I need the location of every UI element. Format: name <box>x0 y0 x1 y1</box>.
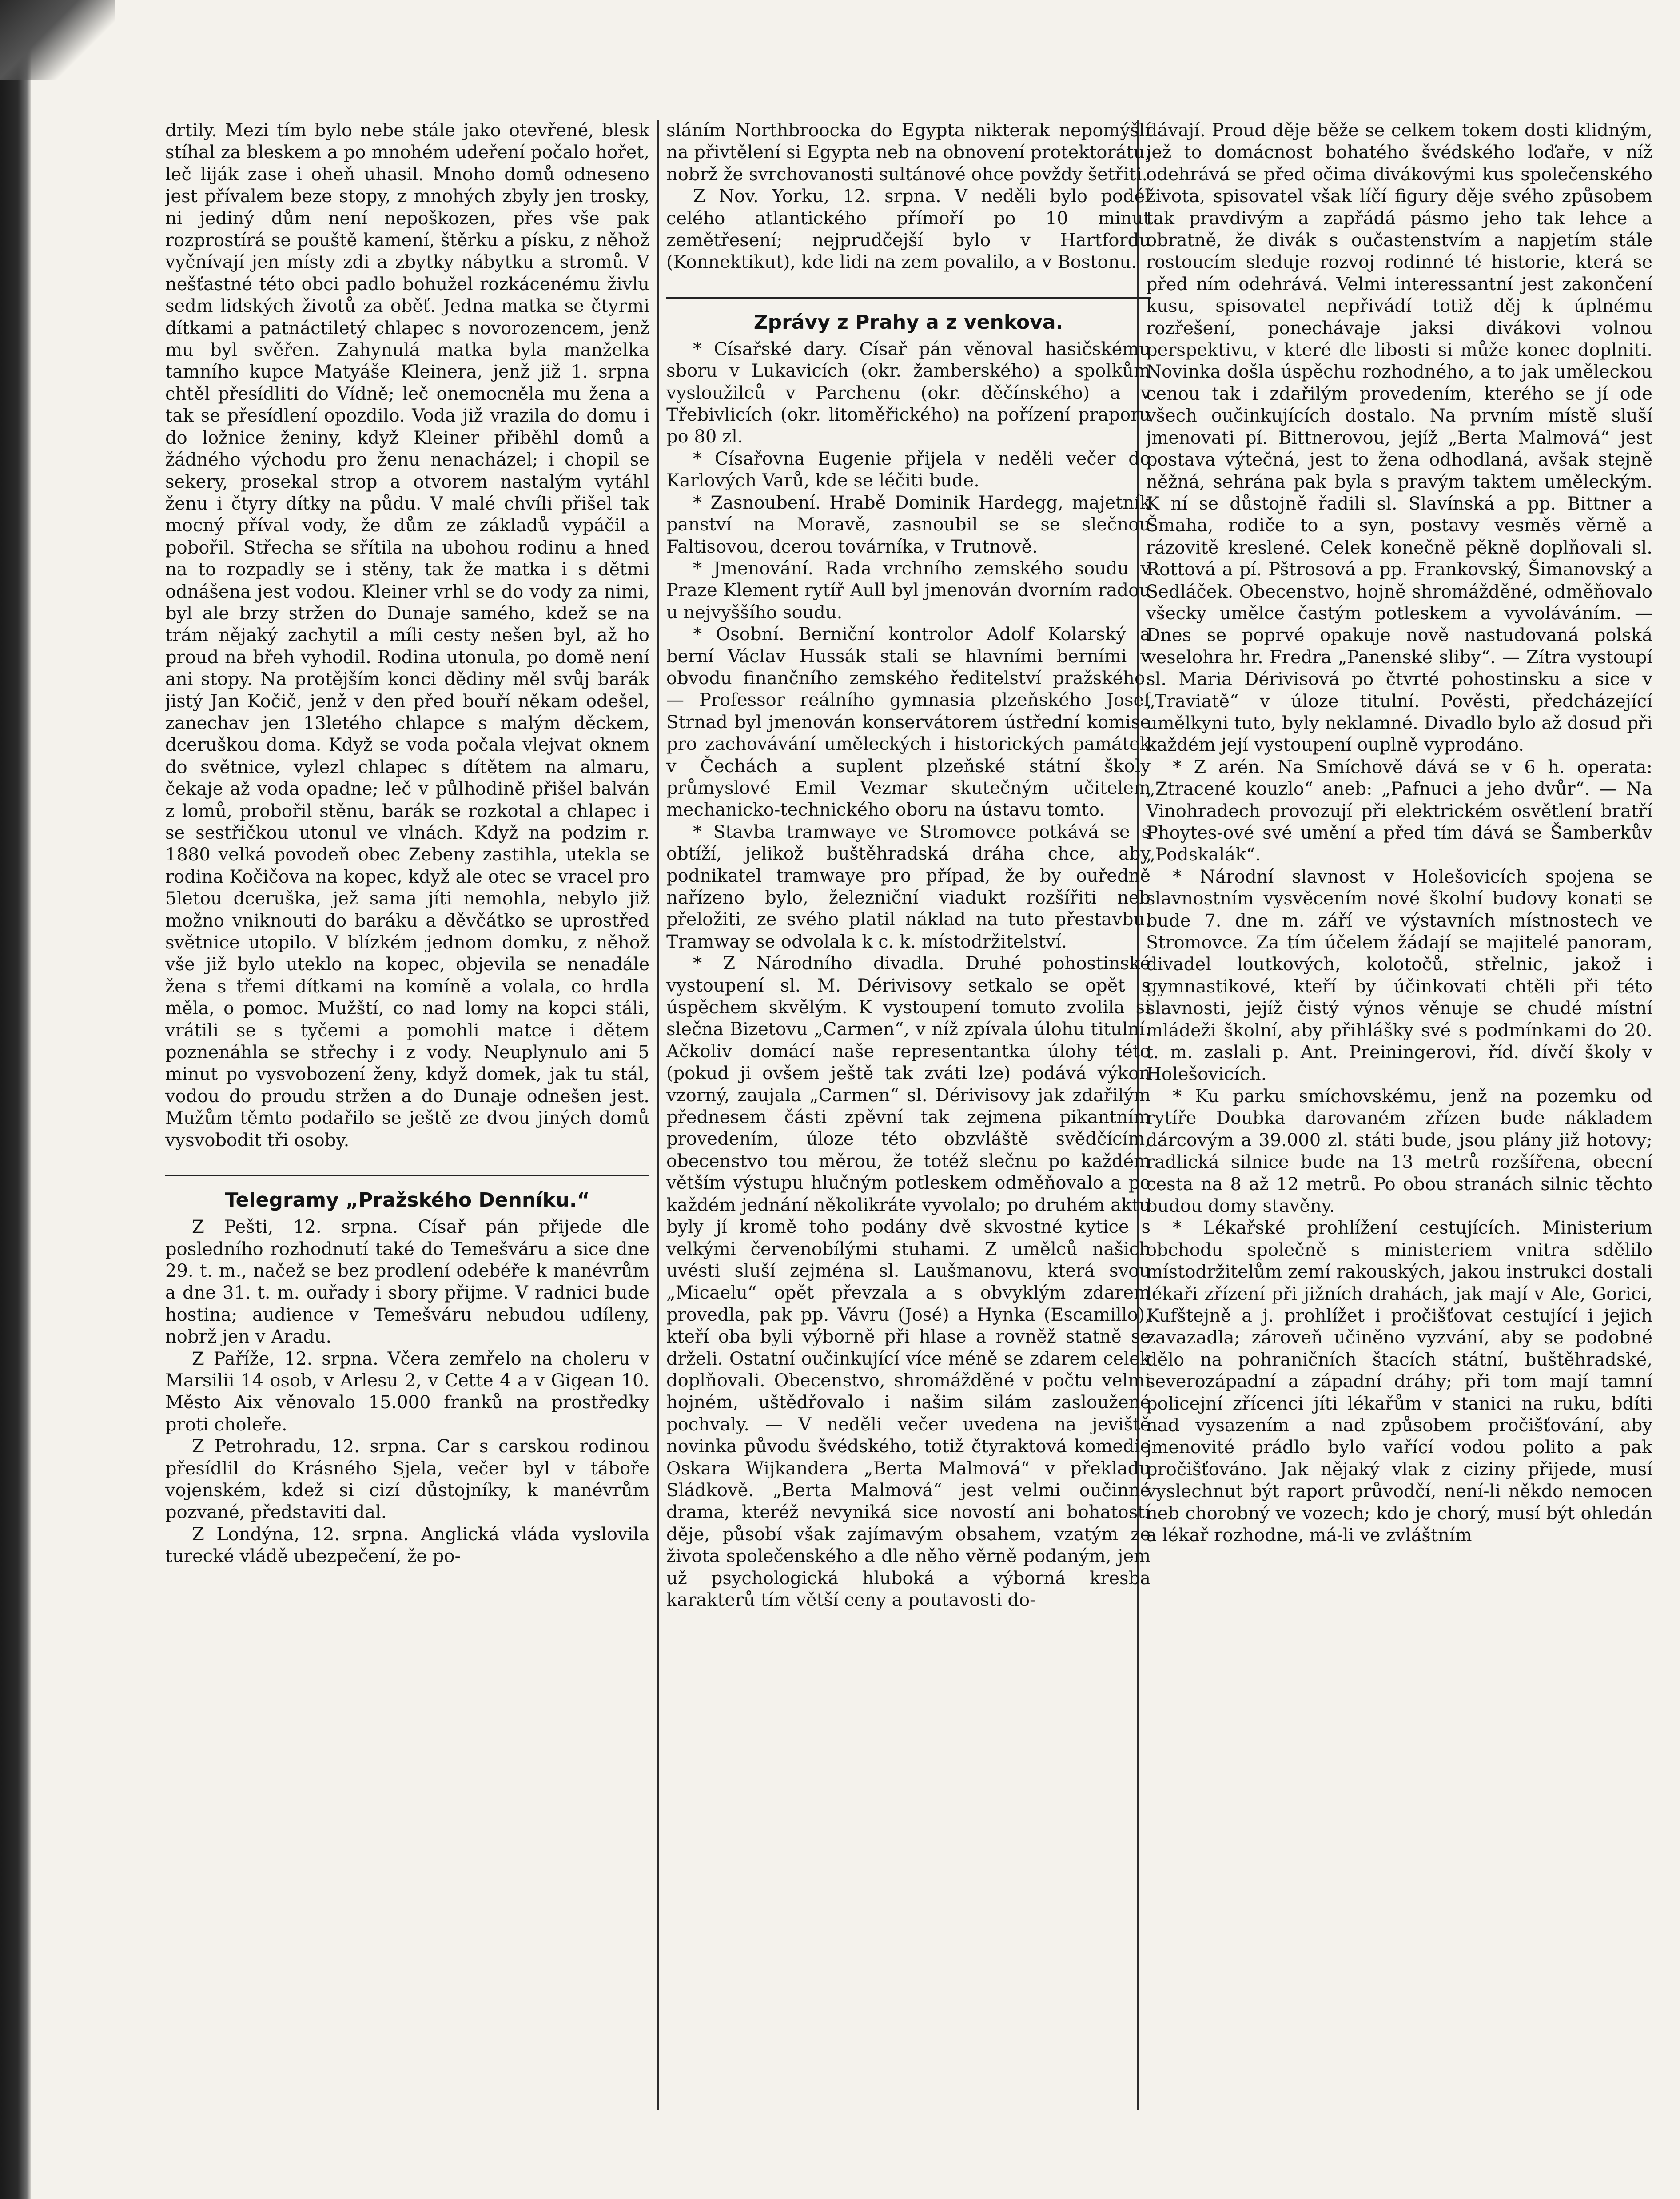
theatre-continuation: dávají. Proud děje běže se celkem tokem dosti klidným, jež to domácnost bohatého švédského loďaře, v níž odehrává se před očima divákovými kus společenského života, spisovatel však líčí figury děje svého způsobem tak pravdivým a zapřádá pásmo jeho tak lehce a obratně, že divák s oučastenstvím a napjetím stále rostoucím sleduje rozvoj rodinné té historie, která se před ním odehrává. Velmi interessantní jest zakončení kusu, spisovatel nepřivádí totiž děj k úplnému rozřešení, ponechávaje jaksi divákovi volnou perspektivu, v které dle libosti si může konec doplniti. Novinka došla úspěchu rozhodného, a to jak uměleckou cenou tak i zdařilým provedením, kterého se jí ode všech oučinkujících dostalo. Na prvním místě sluší jmenovati pí. Bittnerovou, jejíž „Berta Malmová“ jest postava výtečná, jest to žena odhodlaná, avšak stejně něžná, sehrána pak byla s pravým taktem uměleckým. K ní se důstojně řadili sl. Slavínská a pp. Bittner a Šmaha, rodiče to a syn, postavy vesměs věrně a rázovitě kreslené. Celek konečně pěkně doplňovali sl. Rottová a pí. Pštrosová a pp. Frankovský, Šimanovský a Sedláček. Obecenstvo, hojně shromážděné, odměňovalo všecky umělce častým potleskem a vyvoláváním. — Dnes se poprvé opakuje nově nastudovaná polská veselohra hr. Fredra „Panenské sliby“. — Zítra vystoupí sl. Maria Dérivisová po čtvrté pohostinsku a sice v „Traviatě“ v úloze titulní. Pověsti, předcházející umělkyni tuto, byly neklamné. Divadlo bylo až dosud při každém její vystoupení ouplně vyprodáno. <box>1146 120 1652 756</box>
telegram-item: Z Nov. Yorku, 12. srpna. V neděli bylo podél celého atlantického přímoří po 10 minut zemětřesení; nejprudčejší bylo v Hartfordu (Konnektikut), kde lidi na zem povalilo, a v Bostonu. <box>666 186 1151 273</box>
newspaper-columns <box>160 120 1675 2146</box>
telegram-item: Z Paříže, 12. srpna. Včera zemřelo na choleru v Marsilii 14 osob, v Arlesu 2, v Cette 4 a v Gigean 10. Město Aix věnovalo 15.000 franků na prostředky proti choleře. <box>165 1348 649 1435</box>
news-item: * Ku parku smíchovskému, jenž na pozemku od rytíře Doubka darovaném zřízen bude nákladem dárcovým a 39.000 zl. státi bude, jsou plány již hotovy; radlická silnice bude na 13 metrů rozšířena, obecní cesta na 8 až 12 metrů. Po obou stranách silnic těchto budou domy stavěny. <box>1146 1086 1652 1216</box>
page-left-edge <box>0 0 31 2199</box>
news-item: * Stavba tramwaye ve Stromovce potkává se s obtíží, jelikož buštěhradská dráha chce, aby podnikatel tramwaye pro případ, že by ouředně nařízeno bylo, železniční viadukt rozšířiti neb přeložiti, ze svého platil náklad na tuto přestavbu. Tramway se odvolala k c. k. místodržitelství. <box>666 821 1151 952</box>
column-3 <box>1146 120 1652 2146</box>
flood-article: drtily. Mezi tím bylo nebe stále jako otevřené, blesk stíhal za bleskem a po mnohém udeření počalo hořet, leč liják zase i oheň uhasil. Mnoho domů odneseno jest přívalem beze stopy, z mnohých zbyly jen trosky, ni jediný dům není nepoškozen, přes vše pak rozprostírá se pouště kamení, štěrku a písku, z něhož vyčnívají jen místy zdi a zbytky nábytku a stromů. V nešťastné této obci padlo bohužel rozkácenému živlu sedm lidských životů za oběť. Jedna matka se čtyrmi dítkami a patnáctiletý chlapec s novorozencem, jenž mu byl svěřen. Zahynulá matka byla manželka tamního kupce Matyáše Kleinera, jenž již 1. srpna chtěl přesídliti do Vídně; leč onemocněla mu žena a tak se přesídlení opozdilo. Voda již vrazila do domu i do ložnice ženiny, když Kleiner přiběhl domů a žádného východu pro ženu nenacházel; i chopil se sekery, prosekal strop a otvorem nastalým vytáhl ženu i čtyry dítky na půdu. V malé chvíli přišel tak mocný příval vody, že dům ze základů vypáčil a pobořil. Střecha se sřítila na ubohou rodinu a hned na to rozpadly se i stěny, tak že matka i s dětmi odnášena jest vodou. Kleiner vrhl se do vody za nimi, byl ale brzy stržen do Dunaje samého, kdež se na trám nějaký zachytil a míli cesty nešen byl, až ho proud na břeh vyhodil. Rodina utonula, po domě není ani stopy. Na protějším konci dědiny měl svůj barák jistý Jan Kočič, jenž v den před bouří někam odešel, zanechav jen 13letého chlapce s malým děckem, dceruškou doma. Když se voda počala vlejvat oknem do světnice, vylezl chlapec s dítětem na almaru, čekaje až voda opadne; leč v půlhodině přišel balván z lomů, probořil stěnu, barák se rozkotal a chlapec i se sestřičkou utonul ve vlnách. Když na podzim r. 1880 velká povodeň obec Zebeny zastihla, utekla se rodina Kočičova na kopec, když ale otec se vracel pro 5letou dceruška, jež sama jíti nemohla, nebylo již možno vniknouti do baráku a děvčátko se uprostřed světnice utopilo. V blízkém jednom domku, z něhož vše již bylo uteklo na kopec, objevila se nenadále žena s třemi dítkami na komíně a volala, co hrdla měla, o pomoc. Mužští, co nad lomy na kopci stáli, vrátili se s tyčemi a pomohli matce i dětem poznenáhla se střechy i z vody. Neuplynulo ani 5 minut po vysvobození ženy, když domek, jak tu stál, vodou do proudu stržen a do Dunaje odnešen jest. Mužům těmto podařilo se ještě ze dvou jiných domů vysvobodit tři osoby. <box>165 120 649 1151</box>
news-item: * Zasnoubení. Hrabě Dominik Hardegg, majetník panství na Moravě, zasnoubil se se slečnou Faltisovou, dcerou továrníka, v Trutnově. <box>666 492 1151 557</box>
news-item: * Osobní. Berniční kontrolor Adolf Kolarský a berní Václav Hussák stali se hlavními berními v obvodu finančního zemského ředitelství pražského. — Professor reálního gymnasia plzeňského Josef Strnad byl jmenován konservátorem ústřední komise pro zachovávání uměleckých i historických památek v Čechách a suplent plzeňské státní školy průmyslové Emil Vezmar skutečným učitelem mechanicko-technického oboru na ústavu tomto. <box>666 624 1151 821</box>
news-item: * Z Národního divadla. Druhé pohostinské vystoupení sl. M. Dérivisovy setkalo se opět s úspěchem skvělým. K vystoupení tomuto zvolila si slečna Bizetovu „Carmen“, v níž zpívala úlohu titulní. Ačkoliv domácí naše representantka úlohy této (pokud ji ovšem ještě tak zváti lze) podává výkon vzorný, zaujala „Carmen“ sl. Dérivisovy jak zdařilým přednesem části zpěvní tak zejmena pikantním provedením, úloze této obzvláště svědčícím, obecenstvo tou měrou, že totéž slečnu po každém větším výstupu hlučným potleskem odměňovalo a po každém jednání několikráte vyvolalo; po druhém aktu byly jí kromě toho podány dvě skvostné kytice s velkými červenobílými stuhami. Z umělců našich uvésti sluší zejména sl. Laušmanovu, která svou „Micaelu“ opět převzala a s obvyklým zdarem provedla, pak pp. Vávru (José) a Hynka (Escamillo), kteří oba byli výborně při hlase a rovněž statně se drželi. Ostatní oučinkující více méně se zdarem celek doplňovali. Obecenstvo, shromážděné v počtu velmi hojném, uštědřovalo i našim silám zasloužené pochvaly. — V neděli večer uvedena na jeviště novinka původu švédského, totiž čtyraktová komedie Oskara Wijkandera „Berta Malmová“ v překladu Sládkově. „Berta Malmová“ jest velmi oučinné drama, kteréž nevyniká sice novostí ani bohatostí děje, působí však zajímavým obsahem, vzatým ze života společenského a dle něho věrně podaným, jem už psychologická hluboká a výborná kresba karakterů tím větší ceny a poutavosti do- <box>666 953 1151 1610</box>
telegram-item: Z Pešti, 12. srpna. Císař pán přijede dle posledního rozhodnutí také do Temešváru a sice dne 29. t. m., načež se bez prodlení odebéře k manévrům a dne 31. t. m. ouřady i sbory přijme. V radnici bude hostina; audience v Temešváru nebudou udíleny, nobrž jen v Aradu. <box>165 1217 649 1347</box>
section-divider <box>165 1175 649 1176</box>
section-divider <box>666 297 1151 299</box>
news-item: * Jmenování. Rada vrchního zemského soudu v Praze Klement rytíř Aull byl jmenován dvorním radou u nejvyššího soudu. <box>666 558 1151 623</box>
telegram-continuation: sláním Northbroocka do Egypta nikterak nepomýšlí na přivtělení si Egypta neb na obnovení protektorátu, nobrž že svrchovanosti sultánové ohce povždy šetřiti. <box>666 120 1151 185</box>
page-corner-shadow <box>0 0 115 80</box>
telegram-item: Z Londýna, 12. srpna. Anglická vláda vyslovila turecké vládě ubezpečení, že po- <box>165 1524 649 1567</box>
news-item: * Národní slavnost v Holešovicích spojena se slavnostním vysvěcením nové školní budovy konati se bude 7. dne m. září ve výstavních místnostech ve Stromovce. Za tím účelem žádají se majitelé panoram, divadel loutkových, kolotočů, střelnic, jakož i gymnastikové, kteří by účinkovati chtěli při této slavnosti, jejíž čistý výnos věnuje se chudé místní mládeži školní, aby přihlášky své s podmínkami do 20. t. m. zaslali p. Ant. Preiningerovi, říd. dívčí školy v Holešovicích. <box>1146 866 1652 1085</box>
column-2 <box>666 120 1151 2146</box>
news-heading: Zprávy z Prahy a z venkova. <box>753 311 1063 334</box>
news-item: * Lékařské prohlížení cestujících. Ministerium obchodu společně s ministeriem vnitra sdělilo místodržitelům zemí rakouských, jakou instrukci dostali lékaři zřízení při jižních drahách, jak mají v Ale, Gorici, Kufštejně a j. prohlížet i pročišťovat cestující i jejich zavazadla; zároveň učiněno vyzvání, aby se podobné dělo na pohraničních štacích státní, buštěhradské, severozápadní a západní dráhy; při tom mají tamní policejní zřícenci jíti lékařům v stanici na ruku, bdíti nad vysazením a nad způsobem pročišťování, aby jmenovité prádlo bylo vařící vodou polito a pak pročišťováno. Jak nějaký vlak z ciziny přijede, musí vyslechnut být raport průvodčí, není-li někdo nemocen neb chorobný ve vozech; kdo je chorý, musí být ohledán a lékař rozhodne, má-li ve zvláštním <box>1146 1218 1652 1546</box>
news-item: * Z arén. Na Smíchově dává se v 6 h. operata: „Ztracené kouzlo“ aneb: „Pafnuci a jeho dvůr“. — Na Vinohradech provozují při elektrickém osvětlení bratří Phoytes-ové své umění a před tím dává se Šamberkův „Podskalák“. <box>1146 757 1652 865</box>
telegrams-heading: Telegramy „Pražského Denníku.“ <box>225 1189 590 1212</box>
news-item: * Císařské dary. Císař pán věnoval hasičskému sboru v Lukavicích (okr. žamberského) a spolkům vysloužilců v Parchenu (okr. děčínského) a v Třebivlicích (okr. litoměřického) na pořízení praporu po 80 zl. <box>666 339 1151 447</box>
news-item: * Císařovna Eugenie přijela v neděli večer do Karlových Varů, kde se léčiti bude. <box>666 448 1151 491</box>
column-1 <box>165 120 649 2146</box>
telegram-item: Z Petrohradu, 12. srpna. Car s carskou rodinou přesídlil do Krásného Sjela, večer byl v táboře vojenském, kdež si cizí důstojníky, k manévrům pozvané, představiti dal. <box>165 1436 649 1523</box>
column-divider <box>657 120 659 2110</box>
